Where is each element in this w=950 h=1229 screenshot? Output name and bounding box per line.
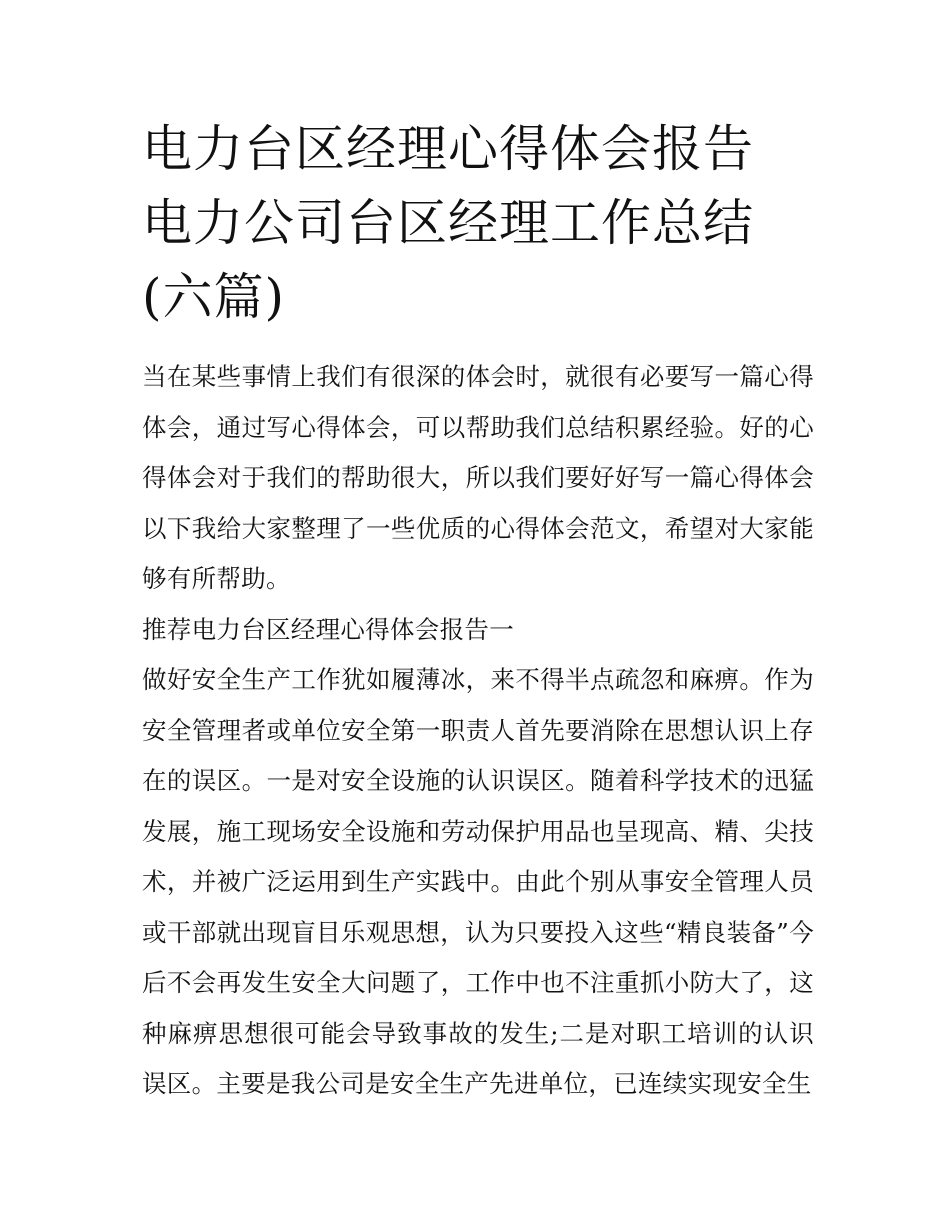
section-heading: 推荐电力台区经理心得体会报告一: [142, 614, 514, 644]
intro-paragraph: 当在某些事情上我们有很深的体会时，就很有必要写一篇心得体会，通过写心得体会，可以帮助我们总结积累经验。好的心得体会对于我们的帮助很大，所以我们要好好写一篇心得体会以下我给大家整理了一些优质的心得体会范文，希望对大家能够有所帮助。: [142, 362, 814, 593]
body-paragraph: 做好安全生产工作犹如履薄冰，来不得半点疏忽和麻痹。作为安全管理者或单位安全第一职责人首先要消除在思想认识上存在的误区。一是对安全设施的认识误区。随着科学技术的迅猛发展，施工现场安全设施和劳动保护用品也呈现高、精、尖技术，并被广泛运用到生产实践中。由此个别从事安全管理人员或干部就出现盲目乐观思想，认为只要投入这些“精良装备”今后不会再发生安全大问题了，工作中也不注重抓小防大了，这种麻痹思想很可能会导致事故的发生;二是对职工培训的认识误区。主要是我公司是安全生产先进单位，已连续实现安全生: [142, 665, 814, 1098]
document-body: [142, 352, 814, 1110]
document-title: 电力台区经理心得体会报告 电力公司台区经理工作总结(六篇): [142, 120, 754, 326]
